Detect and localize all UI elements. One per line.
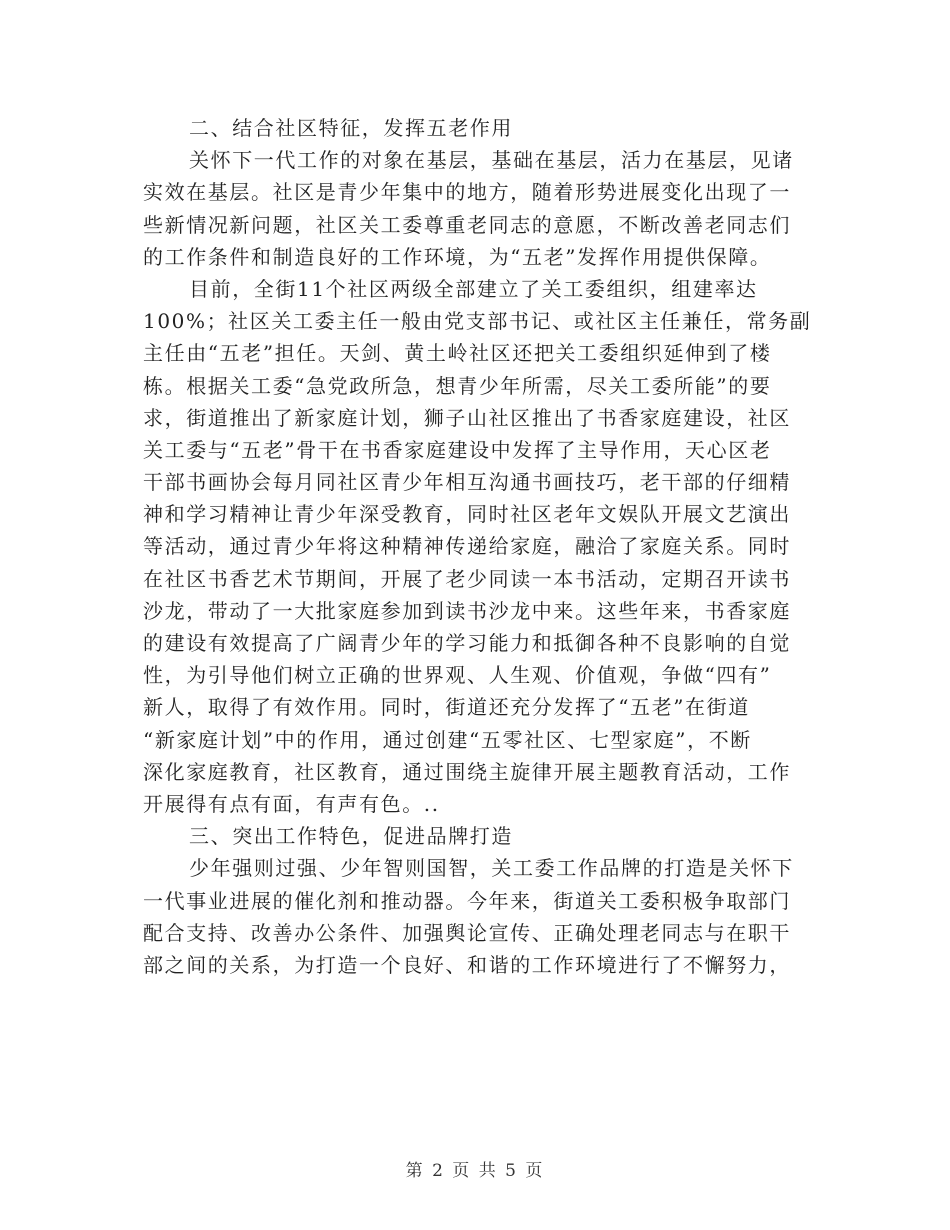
text-line: 开展得有点有面，有声有色。.. (143, 791, 440, 816)
text-line: 新人，取得了有效作用。同时，街道还充分发挥了“五老”在街道 (143, 695, 750, 720)
text-line: 深化家庭教育，社区教育，通过围绕主旋律开展主题教育活动，工作 (143, 759, 791, 784)
document-body (143, 112, 812, 981)
text-line: 少年强则过强、少年智则国智，关工委工作品牌的打造是关怀下 (189, 856, 794, 881)
text-line: 实效在基层。社区是青少年集中的地方，随着形势进展变化出现了一 (143, 180, 791, 205)
text-line: 配合支持、改善办公条件、加强舆论宣传、正确处理老同志与在职干 (143, 920, 791, 945)
text-line: 的建设有效提高了广阔青少年的学习能力和抵御各种不良影响的自觉 (143, 631, 791, 655)
text-line: 等活动，通过青少年将这种精神传递给家庭，融洽了家庭关系。同时 (143, 534, 791, 559)
text-line: 性，为引导他们树立正确的世界观、人生观、价值观，争做“四有” (143, 663, 772, 688)
text-line: 关怀下一代工作的对象在基层，基础在基层，活力在基层，见诸 (189, 148, 794, 173)
text-line: 三、突出工作特色，促进品牌打造 (189, 824, 513, 849)
text-line: “新家庭计划”中的作用，通过创建“五零社区、七型家庭”，不断 (143, 727, 752, 752)
text-line: 神和学习精神让青少年深受教育，同时社区老年文娱队开展文艺演出 (143, 502, 791, 527)
text-line: 干部书画协会每月同社区青少年相互沟通书画技巧，老干部的仔细精 (143, 470, 791, 495)
text-line: 二、结合社区特征，发挥五老作用 (189, 116, 513, 140)
page-footer: 第 2 页 共 5 页 (405, 1161, 545, 1181)
text-line: 100%；社区关工委主任一般由党支部书记、或社区主任兼任，常务副 (143, 309, 812, 334)
text-line: 沙龙，带动了一大批家庭参加到读书沙龙中来。这些年来，书香家庭 (143, 598, 791, 623)
text-line: 些新情况新问题，社区关工委尊重老同志的意愿，不断改善老同志们 (143, 212, 791, 237)
text-line: 在社区书香艺术节期间，开展了老少同读一本书活动，定期召开读书 (143, 566, 791, 591)
text-line: 关工委与“五老”骨干在书香家庭建设中发挥了主导作用，天心区老 (143, 437, 772, 462)
text-line: 主任由“五老”担任。天剑、黄土岭社区还把关工委组织延伸到了楼 (143, 341, 772, 366)
text-line: 求，街道推出了新家庭计划，狮子山社区推出了书香家庭建设，社区 (143, 405, 791, 430)
text-line: 一代事业进展的催化剂和推动器。今年来，街道关工委积极争取部门 (143, 888, 791, 913)
text-line: 部之间的关系，为打造一个良好、和谐的工作环境进行了不懈努力， (143, 952, 791, 977)
text-line: 目前，全街11个社区两级全部建立了关工委组织，组建率达 (189, 276, 758, 301)
text-line: 的工作条件和制造良好的工作环境，为“五老”发挥作用提供保障。 (143, 244, 772, 269)
text-line: 栋。根据关工委“急党政所急，想青少年所需，尽关工委所能”的要 (143, 373, 772, 398)
